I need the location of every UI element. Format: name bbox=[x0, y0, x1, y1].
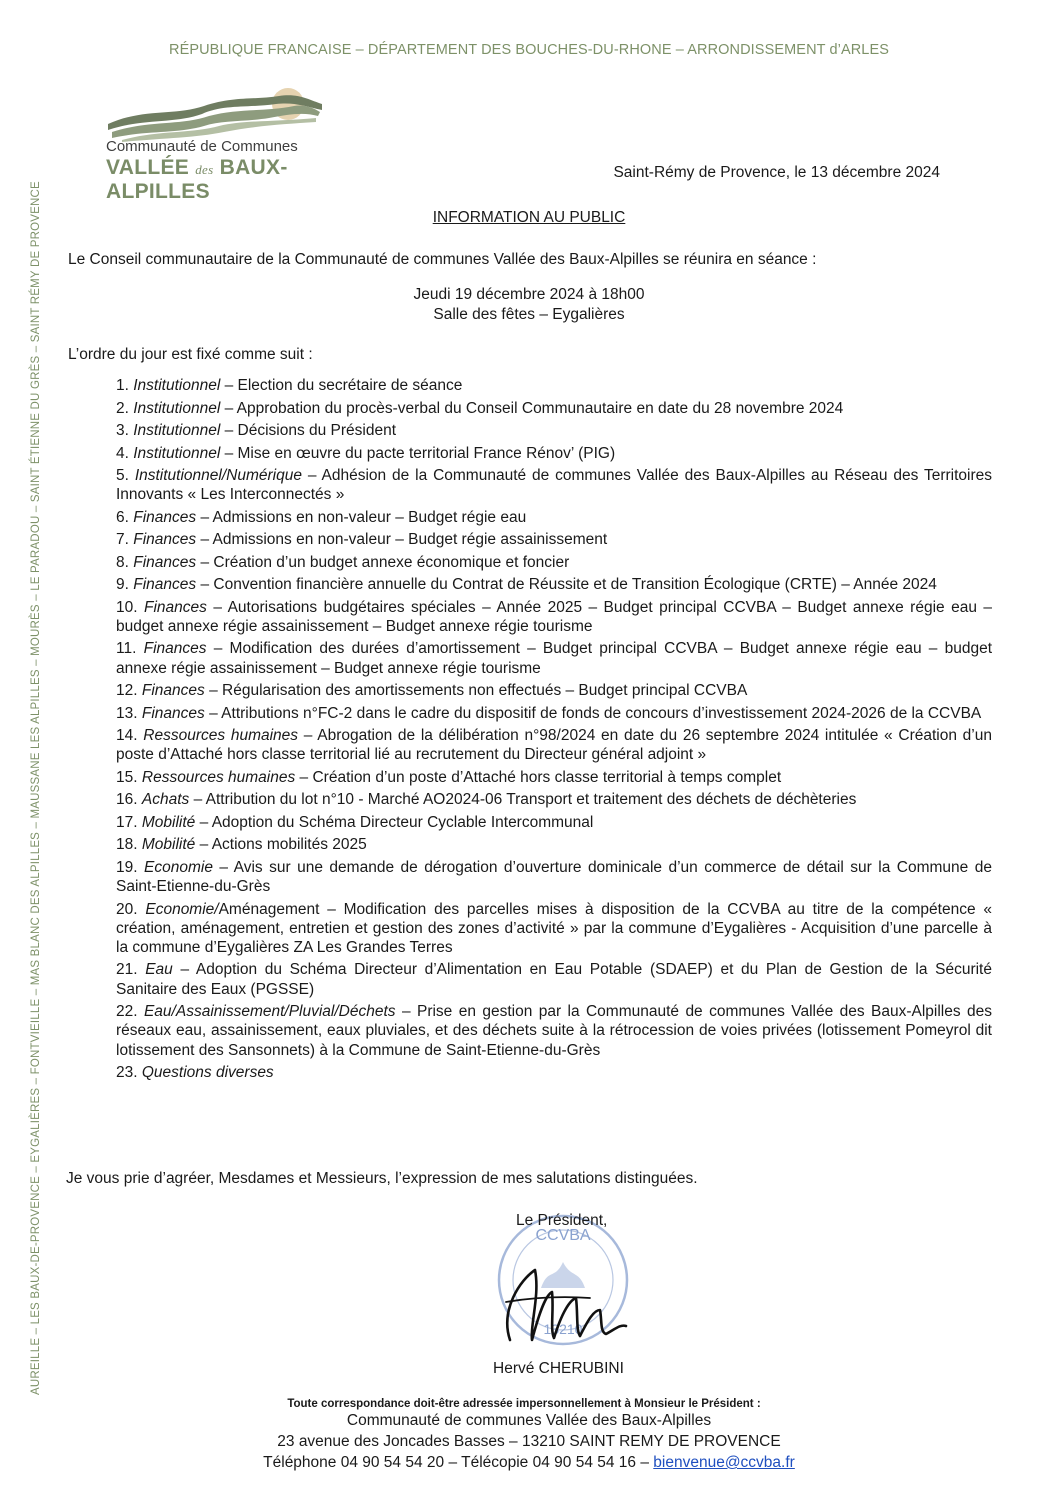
agenda-item-separator: – bbox=[206, 640, 230, 658]
agenda-item-text: Aménagement – Modification des parcelles mises à disposition de la CCVBA au titre de la compétence « création, aménagement, entretien et gestion des zones d’activité » par la commune d’Eygalières - Acquisition d’une parcelle à la commune d’Eygalières ZA Les Grandes Terres bbox=[116, 900, 992, 956]
agenda-item-text: Autorisations budgétaires spéciales – Année 2025 – Budget principal CCVBA – Budget annexe régie eau – budget annexe régie assainissement – Budget annexe régie tourisme bbox=[116, 598, 993, 635]
agenda-item-separator: – bbox=[196, 576, 214, 594]
agenda-item-separator: – bbox=[196, 553, 214, 571]
agenda-item-separator: – bbox=[204, 682, 223, 700]
agenda-item bbox=[116, 858, 992, 896]
logo-name-vallee: VALLÉE bbox=[106, 156, 190, 179]
stamp-top-text: CCVBA bbox=[535, 1227, 591, 1244]
agenda-item-number: 22. bbox=[116, 1003, 138, 1021]
agenda-item-number: 4. bbox=[116, 444, 129, 462]
agenda-item bbox=[116, 530, 992, 549]
agenda-item-category: Eau/Assainissement/Pluvial/Déchets bbox=[143, 1003, 396, 1021]
agenda-item-number: 10. bbox=[116, 598, 138, 616]
agenda-item bbox=[116, 768, 992, 787]
agenda-item-separator: – bbox=[220, 399, 237, 417]
agenda-item-text: Mise en œuvre du pacte territorial France Rénov’ (PIG) bbox=[237, 444, 616, 462]
agenda-item-number: 13. bbox=[116, 704, 138, 722]
agenda-item-separator: – bbox=[204, 704, 222, 722]
logo-name-des: des bbox=[195, 162, 214, 177]
agenda-item-separator: – bbox=[196, 531, 213, 549]
signer-name: Hervé CHERUBINI bbox=[493, 1360, 624, 1377]
agenda-item-number: 15. bbox=[116, 768, 138, 786]
header-banner: RÉPUBLIQUE FRANCAISE – DÉPARTEMENT DES BOUCHES-DU-RHONE – ARRONDISSEMENT d’ARLES bbox=[169, 42, 889, 58]
agenda-item-category: Mobilité bbox=[141, 836, 196, 854]
agenda-item bbox=[116, 553, 992, 572]
agenda-item-number: 11. bbox=[116, 640, 137, 658]
agenda-item bbox=[116, 376, 992, 395]
agenda-item-number: 7. bbox=[116, 531, 129, 549]
agenda-item bbox=[116, 399, 992, 418]
hills-logo-icon bbox=[104, 86, 344, 142]
stamp-bottom-text: 13210 bbox=[543, 1321, 583, 1337]
agenda-item-separator: – bbox=[212, 858, 234, 876]
agenda-item-category: Ressources humaines bbox=[143, 727, 299, 745]
agenda-item bbox=[116, 1063, 992, 1082]
agenda-item-separator: – bbox=[220, 422, 238, 439]
agenda-item-category: Finances bbox=[144, 598, 207, 616]
agenda-item-number: 2. bbox=[116, 399, 129, 417]
ccvba-logo bbox=[104, 86, 344, 203]
agenda-item-number: 3. bbox=[116, 422, 129, 439]
agenda-item-text: Actions mobilités 2025 bbox=[211, 836, 367, 854]
place-date: Saint-Rémy de Provence, le 13 décembre 2024 bbox=[613, 164, 940, 181]
agenda-item bbox=[116, 575, 992, 594]
agenda-item-separator: – bbox=[195, 813, 212, 831]
agenda-item bbox=[116, 598, 992, 636]
agenda-intro: L’ordre du jour est fixé comme suit : bbox=[68, 346, 313, 363]
logo-name-line bbox=[106, 156, 344, 204]
agenda-item-text: Adoption du Schéma Directeur Cyclable Intercommunal bbox=[211, 813, 594, 831]
agenda-item bbox=[116, 681, 992, 700]
agenda-item-text: Création d’un budget annexe économique et foncier bbox=[213, 553, 570, 571]
agenda-item-category: Questions diverses bbox=[141, 1064, 274, 1082]
agenda-item-category: Economie/ bbox=[145, 900, 219, 918]
agenda-item-number: 8. bbox=[116, 553, 129, 571]
agenda-item-number: 19. bbox=[116, 858, 138, 876]
signoff: Le Président, bbox=[516, 1212, 608, 1229]
agenda-item-category: Institutionnel bbox=[133, 399, 221, 417]
agenda-item-number: 9. bbox=[116, 576, 129, 594]
agenda-item-text: Convention financière annuelle du Contrat de Réussite et de Transition Écologique (CRTE) – Année 2024 bbox=[213, 576, 937, 594]
agenda-item-text: Attributions n°FC-2 dans le cadre du dispositif de fonds de concours d’investissement 2024-2026 de la CCVBA bbox=[221, 704, 982, 722]
agenda-item-text: Modification des durées d’amortissement – Budget principal CCVBA – Budget annexe régie eau – budget annexe régie assainissement – Budget annexe régie tourisme bbox=[116, 640, 993, 677]
agenda-item-separator: – bbox=[195, 836, 212, 854]
agenda-item-text: Prise en gestion par la Communauté de communes Vallée des Baux-Alpilles des réseaux eau, assainissement, eaux pluviales, et des déchets suite à la rétrocession de voies privées (lotissement Pomeyrol dit lotissement des Sansonnets) à la Commune de Saint-Etienne-du-Grès bbox=[116, 1003, 993, 1059]
agenda-item-category: Mobilité bbox=[141, 813, 196, 831]
logo-name-baux: BAUX-ALPILLES bbox=[106, 156, 288, 203]
agenda-item-number: 1. bbox=[116, 377, 129, 394]
agenda-item-separator: – bbox=[298, 727, 318, 745]
footer-contact bbox=[0, 1452, 1058, 1473]
agenda-item bbox=[116, 508, 992, 527]
agenda-item-number: 12. bbox=[116, 682, 138, 700]
agenda-item bbox=[116, 960, 992, 998]
agenda-item-separator: – bbox=[189, 791, 206, 809]
sidebar-communes: AUREILLE – LES BAUX-DE-PROVENCE – EYGALIÈRES – FONTVIEILLE – MAS BLANC DES ALPILLES – MAUSSANE LES ALPILLES – MOURÈS – LE PARADOU – SAINT ÉTIENNE DU GRÈS – SAINT RÉMY DE PROVENCE bbox=[30, 181, 42, 1395]
agenda-item-category: Finances bbox=[143, 640, 207, 658]
agenda-item-text: Admissions en non-valeur – Budget régie eau bbox=[212, 508, 527, 526]
agenda-item-separator: – bbox=[220, 444, 238, 462]
agenda-item-category: Finances bbox=[141, 682, 205, 700]
agenda-item bbox=[116, 813, 992, 832]
agenda-item-text: Admissions en non-valeur – Budget régie assainissement bbox=[212, 531, 608, 549]
agenda-item-category: Institutionnel bbox=[133, 444, 221, 462]
agenda-item-text: Décisions du Président bbox=[237, 422, 397, 439]
agenda-item-text: Avis sur une demande de dérogation d’ouverture dominicale d’un commerce de détail sur la Commune de Saint-Etienne-du-Grès bbox=[116, 858, 992, 896]
agenda-item-text: Régularisation des amortissements non effectués – Budget principal CCVBA bbox=[222, 682, 748, 700]
agenda-item-category: Ressources humaines bbox=[141, 768, 296, 786]
agenda-item bbox=[116, 421, 992, 440]
footer-address: 23 avenue des Joncades Basses – 13210 SAINT REMY DE PROVENCE bbox=[277, 1433, 781, 1450]
agenda-item-text: Adhésion de la Communauté de communes Vallée des Baux-Alpilles au Réseau des Territoires Innovants « Les Interconnectés » bbox=[116, 467, 992, 504]
agenda-item bbox=[116, 790, 992, 809]
agenda-item bbox=[116, 1002, 992, 1060]
agenda-item bbox=[116, 466, 992, 504]
agenda-item-number: 18. bbox=[116, 836, 138, 854]
agenda-item bbox=[116, 835, 992, 854]
agenda-item-category: Institutionnel bbox=[133, 422, 221, 439]
agenda-item-number: 5. bbox=[116, 467, 129, 484]
intro-paragraph: Le Conseil communautaire de la Communauté de communes Vallée des Baux-Alpilles se réunira en séance : bbox=[68, 251, 817, 268]
agenda-item-category: Finances bbox=[141, 704, 205, 722]
agenda-item-category: Finances bbox=[133, 531, 197, 549]
agenda-item-number: 20. bbox=[116, 900, 138, 918]
agenda-item-text: Election du secrétaire de séance bbox=[237, 377, 463, 394]
agenda-item-category: Finances bbox=[133, 508, 197, 526]
agenda-item bbox=[116, 704, 992, 723]
agenda-item-category: Finances bbox=[133, 553, 197, 571]
logo-org-line: Communauté de Communes bbox=[106, 138, 298, 155]
meeting-date: Jeudi 19 décembre 2024 à 18h00 bbox=[413, 286, 645, 303]
agenda-item-separator: – bbox=[172, 961, 196, 979]
agenda-item-text: Création d’un poste d’Attaché hors classe territorial à temps complet bbox=[312, 768, 782, 786]
footer-note: Toute correspondance doit-être adressée impersonnellement à Monsieur le Président : bbox=[287, 1398, 761, 1410]
closing-salutation: Je vous prie d’agréer, Mesdames et Messieurs, l’expression de mes salutations distinguées. bbox=[66, 1170, 698, 1187]
agenda-item-number: 23. bbox=[116, 1064, 138, 1082]
agenda-item-number: 16. bbox=[116, 791, 138, 809]
agenda-item-text: Adoption du Schéma Directeur d’Alimentation en Eau Potable (SDAEP) et du Plan de Gestion de la Sécurité Sanitaire des Eaux (PGSSE) bbox=[116, 961, 992, 998]
meeting-place: Salle des fêtes – Eygalières bbox=[433, 306, 625, 323]
agenda-item bbox=[116, 726, 992, 764]
agenda-item bbox=[116, 639, 992, 677]
agenda-item-category: Economie bbox=[144, 858, 213, 876]
agenda-item-category: Institutionnel bbox=[133, 377, 221, 394]
agenda-item-text: Approbation du procès-verbal du Conseil Communautaire en date du 28 novembre 2024 bbox=[236, 399, 844, 417]
footer-org: Communauté de communes Vallée des Baux-Alpilles bbox=[346, 1412, 712, 1429]
agenda-item-number: 17. bbox=[116, 813, 138, 831]
agenda-list bbox=[116, 376, 992, 1086]
footer bbox=[0, 1398, 1058, 1473]
footer-phone: Téléphone 04 90 54 54 20 – Télécopie 04 90 54 54 16 – bbox=[263, 1454, 654, 1471]
agenda-item-separator: – bbox=[301, 467, 322, 484]
agenda-item-category: Finances bbox=[133, 576, 197, 594]
agenda-item-text: Attribution du lot n°10 - Marché AO2024-06 Transport et traitement des déchets de déchèteries bbox=[205, 791, 857, 809]
agenda-item-category: Achats bbox=[141, 791, 190, 809]
agenda-item-separator: – bbox=[295, 768, 313, 786]
agenda-item-category: Eau bbox=[145, 961, 173, 979]
meeting-details bbox=[0, 285, 1058, 325]
agenda-item-separator: – bbox=[395, 1003, 417, 1021]
document-title: INFORMATION AU PUBLIC bbox=[432, 209, 626, 226]
agenda-item-number: 21. bbox=[116, 961, 138, 979]
agenda-item bbox=[116, 444, 992, 463]
agenda-item-separator: – bbox=[220, 377, 238, 394]
agenda-item-number: 14. bbox=[116, 727, 138, 745]
agenda-item-separator: – bbox=[206, 598, 228, 616]
agenda-item-number: 6. bbox=[116, 508, 129, 526]
signature-icon bbox=[480, 1240, 650, 1360]
agenda-item-separator: – bbox=[196, 508, 213, 526]
agenda-item-category: Institutionnel/Numérique bbox=[134, 467, 302, 484]
agenda-item-text: Abrogation de la délibération n°98/2024 en date du 26 septembre 2024 intitulée « Création d’un poste d’Attaché hors classe territorial lié au recrutement du Directeur général adjoint » bbox=[116, 727, 992, 764]
agenda-item bbox=[116, 900, 992, 958]
footer-email-link[interactable]: bienvenue@ccvba.fr bbox=[653, 1454, 795, 1471]
